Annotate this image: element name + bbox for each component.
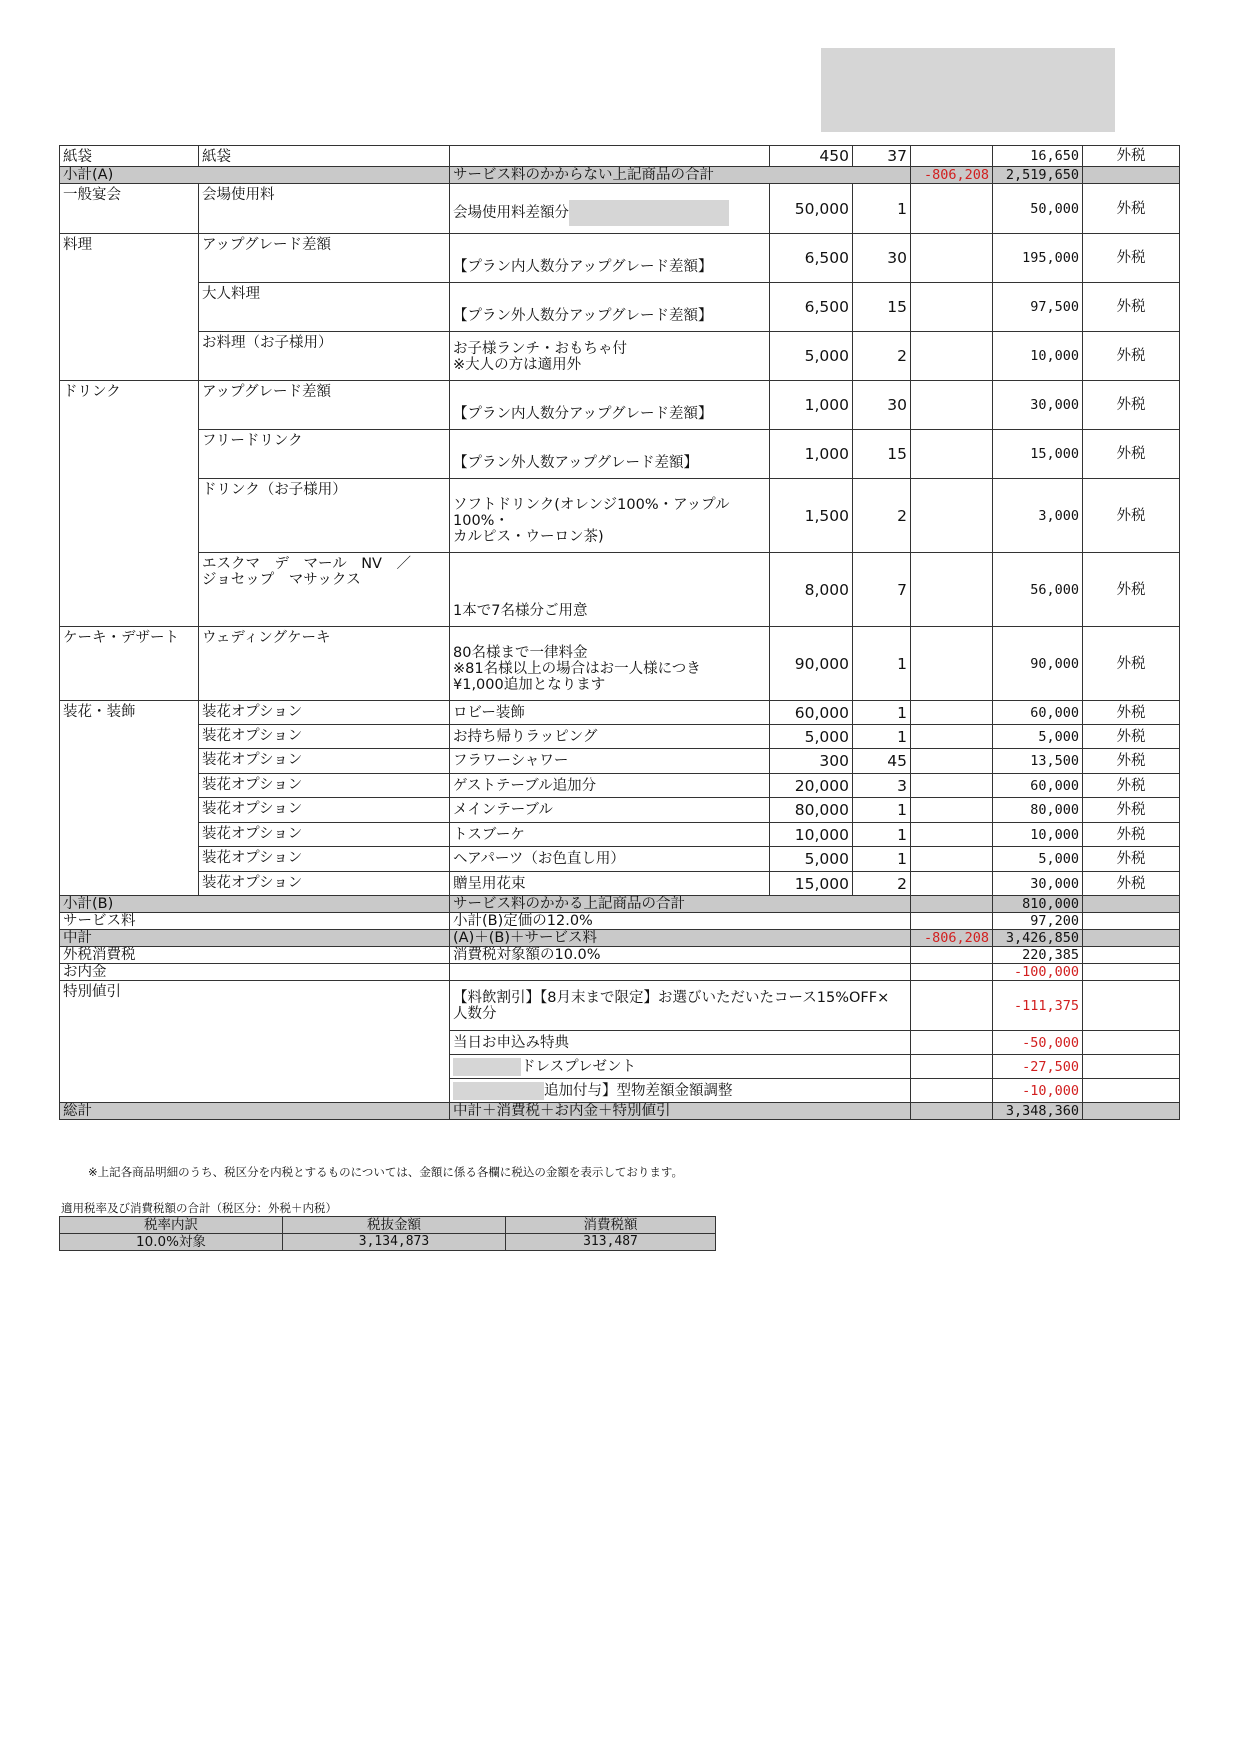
subtotal-row [60, 167, 1180, 184]
item-name-cell [199, 381, 450, 430]
text-line: 装花オプション [202, 826, 303, 842]
discount-cell [911, 1055, 993, 1079]
summary-description: 小計(B)定価の12.0% [450, 913, 911, 930]
amount-cell: 97,200 [993, 913, 1083, 930]
text-line: ゲストテーブル追加分 [453, 777, 597, 794]
item-name-cell [199, 798, 450, 823]
item-row [60, 283, 1180, 332]
tax-type-cell: 外税 [1083, 749, 1180, 774]
description-cell [450, 381, 770, 430]
item-name-cell [199, 701, 450, 725]
summary-label: 小計(A) [60, 167, 450, 184]
text-line: 【プラン外人数分アップグレード差額】 [453, 308, 713, 324]
text-line: フラワーシャワー [453, 753, 569, 769]
quantity-cell: 1 [853, 184, 911, 234]
amount-cell: 5,000 [993, 847, 1083, 872]
text-line: 人数分 [453, 1005, 497, 1022]
amount-cell: -100,000 [993, 964, 1083, 981]
item-name-cell [199, 234, 450, 283]
description-cell [450, 146, 770, 167]
quantity-cell: 3 [853, 774, 911, 798]
amount-cell: -50,000 [993, 1031, 1083, 1055]
quantity-cell: 45 [853, 749, 911, 774]
amount-cell: 97,500 [993, 283, 1083, 332]
discount-cell [911, 725, 993, 749]
item-name-cell [199, 332, 450, 381]
discount-cell [911, 283, 993, 332]
tax-type-cell [1083, 1031, 1180, 1055]
item-name-cell [199, 283, 450, 332]
unit-price-cell: 1,000 [770, 430, 853, 479]
amount-cell: 15,000 [993, 430, 1083, 479]
tax-summary-row [60, 1234, 716, 1251]
item-row [60, 725, 1180, 749]
amount-cell: -111,375 [993, 981, 1083, 1031]
unit-price-cell: 10,000 [770, 823, 853, 847]
unit-price-cell: 80,000 [770, 798, 853, 823]
summary-label: 小計(B) [60, 896, 450, 913]
item-row [60, 332, 1180, 381]
text-line: 会場使用料 [202, 187, 275, 203]
item-row [60, 872, 1180, 896]
unit-price-cell: 1,000 [770, 381, 853, 430]
tax-summary-title: 適用税率及び消費税額の合計（税区分：外税＋内税） [61, 1201, 337, 1215]
category-cell: ドリンク [60, 381, 199, 627]
amount-cell: 13,500 [993, 749, 1083, 774]
text-line: 装花オプション [202, 728, 303, 744]
quantity-cell: 1 [853, 823, 911, 847]
amount-cell: 3,348,360 [993, 1103, 1083, 1120]
text-line: 装花オプション [202, 777, 303, 793]
text-line: フリードリンク [202, 433, 303, 449]
item-name-cell [199, 553, 450, 627]
tax-header-cell: 消費税額 [506, 1217, 716, 1234]
text-line: 装花オプション [202, 801, 303, 817]
redacted-text [453, 1058, 521, 1076]
text-line: お持ち帰りラッピング [453, 728, 598, 745]
description-cell [450, 430, 770, 479]
tax-type-cell [1083, 930, 1180, 947]
amount-cell: 3,000 [993, 479, 1083, 553]
unit-price-cell: 6,500 [770, 234, 853, 283]
redacted-text [453, 1082, 544, 1100]
unit-price-cell: 6,500 [770, 283, 853, 332]
amount-cell: 810,000 [993, 896, 1083, 913]
discount-cell [911, 184, 993, 234]
subtotal-row [60, 1103, 1180, 1120]
tax-type-cell [1083, 964, 1180, 981]
tax-type-cell: 外税 [1083, 234, 1180, 283]
text-line: 【プラン内人数分アップグレード差額】 [453, 259, 713, 275]
text-line: メインテーブル [453, 802, 553, 818]
description-cell [450, 184, 770, 234]
text-line: ソフトドリンク(オレンジ100%・アップル100%・ [453, 497, 730, 529]
discount-cell [911, 847, 993, 872]
text-line: ウェディングケーキ [202, 630, 331, 646]
text-line: 装花オプション [202, 875, 303, 891]
amount-cell: 5,000 [993, 725, 1083, 749]
amount-cell: -27,500 [993, 1055, 1083, 1079]
amount-cell: 3,426,850 [993, 930, 1083, 947]
quantity-cell: 2 [853, 479, 911, 553]
amount-cell: 30,000 [993, 872, 1083, 896]
amount-cell: 220,385 [993, 947, 1083, 964]
footnote: ※上記各商品明細のうち、税区分を内税とするものについては、金額に係る各欄に税込の金額を表示しております。 [88, 1165, 683, 1179]
tax-header-cell: 税率内訳 [60, 1217, 283, 1234]
discount-cell [911, 749, 993, 774]
discount-cell [911, 823, 993, 847]
discount-cell [911, 479, 993, 553]
summary-row [60, 964, 1180, 981]
quantity-cell: 15 [853, 430, 911, 479]
item-row [60, 234, 1180, 283]
tax-type-cell [1083, 167, 1180, 184]
unit-price-cell: 50,000 [770, 184, 853, 234]
discount-row [60, 981, 1180, 1031]
discount-cell [911, 332, 993, 381]
item-row [60, 847, 1180, 872]
consumption-tax-cell: 313,487 [506, 1234, 716, 1251]
quantity-cell: 1 [853, 725, 911, 749]
tax-type-cell: 外税 [1083, 479, 1180, 553]
tax-type-cell: 外税 [1083, 627, 1180, 701]
tax-header-cell: 税抜金額 [283, 1217, 506, 1234]
item-name-cell [199, 479, 450, 553]
text-line: 追加付与】型物差額金額調整 [544, 1082, 733, 1099]
amount-cell: 50,000 [993, 184, 1083, 234]
description-cell [450, 553, 770, 627]
discount-cell [911, 896, 993, 913]
text-line: ドレスプレゼント [521, 1058, 636, 1075]
discount-cell: -806,208 [911, 167, 993, 184]
item-name-cell [199, 627, 450, 701]
description-cell [450, 234, 770, 283]
summary-label: サービス料 [60, 913, 450, 930]
discount-description [450, 1031, 911, 1055]
item-name-cell [199, 749, 450, 774]
summary-label: 外税消費税 [60, 947, 450, 964]
tax-type-cell: 外税 [1083, 725, 1180, 749]
tax-type-cell [1083, 981, 1180, 1031]
discount-description [450, 1079, 911, 1103]
description-cell [450, 823, 770, 847]
text-line: ※大人の方は適用外 [453, 357, 582, 373]
quantity-cell: 15 [853, 283, 911, 332]
category-cell: 一般宴会 [60, 184, 199, 234]
description-cell [450, 749, 770, 774]
tax-type-cell: 外税 [1083, 774, 1180, 798]
text-line: お子様ランチ・おもちゃ付 [453, 341, 627, 357]
unit-price-cell: 5,000 [770, 725, 853, 749]
text-line: 装花オプション [202, 704, 303, 720]
amount-cell: 16,650 [993, 146, 1083, 167]
text-line: お料理（お子様用） [202, 335, 333, 351]
tax-type-cell [1083, 947, 1180, 964]
summary-description: サービス料のかからない上記商品の合計 [450, 167, 911, 184]
discount-cell [911, 1031, 993, 1055]
tax-type-cell: 外税 [1083, 381, 1180, 430]
discount-cell [911, 1079, 993, 1103]
discount-cell [911, 981, 993, 1031]
discount-cell [911, 1103, 993, 1120]
discount-cell [911, 381, 993, 430]
summary-row [60, 913, 1180, 930]
discount-cell [911, 146, 993, 167]
item-name-cell [199, 823, 450, 847]
unit-price-cell: 450 [770, 146, 853, 167]
tax-type-cell: 外税 [1083, 146, 1180, 167]
amount-cell: 60,000 [993, 774, 1083, 798]
item-name-cell [199, 774, 450, 798]
category-cell: 装花・装飾 [60, 701, 199, 896]
tax-rate-cell: 10.0%対象 [60, 1234, 283, 1251]
amount-cell: 30,000 [993, 381, 1083, 430]
discount-cell [911, 627, 993, 701]
summary-description: 中計＋消費税＋お内金＋特別値引 [450, 1103, 911, 1120]
unit-price-cell: 300 [770, 749, 853, 774]
item-name-cell [199, 146, 450, 167]
text-line: 装花オプション [202, 850, 303, 866]
description-cell [450, 847, 770, 872]
quantity-cell: 37 [853, 146, 911, 167]
amount-cell: -10,000 [993, 1079, 1083, 1103]
item-name-cell [199, 872, 450, 896]
discount-description [450, 981, 911, 1031]
summary-description [450, 964, 911, 981]
tax-type-cell [1083, 1055, 1180, 1079]
item-row [60, 184, 1180, 234]
special-discount-label: 特別値引 [60, 981, 450, 1103]
item-name-cell [199, 725, 450, 749]
tax-type-cell: 外税 [1083, 872, 1180, 896]
text-line: 【プラン外人数アップグレード差額】 [453, 455, 699, 471]
discount-cell [911, 701, 993, 725]
tax-type-cell: 外税 [1083, 701, 1180, 725]
summary-description: (A)＋(B)＋サービス料 [450, 930, 911, 947]
tax-type-cell: 外税 [1083, 553, 1180, 627]
amount-cell: 10,000 [993, 332, 1083, 381]
item-row [60, 146, 1180, 167]
category-cell: 紙袋 [60, 146, 199, 167]
quantity-cell: 1 [853, 798, 911, 823]
tax-type-cell: 外税 [1083, 430, 1180, 479]
text-line: 【プラン内人数分アップグレード差額】 [453, 406, 713, 422]
amount-cell: 80,000 [993, 798, 1083, 823]
summary-label: 総計 [60, 1103, 450, 1120]
description-cell [450, 283, 770, 332]
quantity-cell: 30 [853, 381, 911, 430]
discount-cell [911, 964, 993, 981]
text-line: カルピス・ウーロン茶) [453, 529, 604, 545]
description-cell [450, 774, 770, 798]
unit-price-cell: 20,000 [770, 774, 853, 798]
tax-excluded-amount-cell: 3,134,873 [283, 1234, 506, 1251]
item-row [60, 823, 1180, 847]
quantity-cell: 30 [853, 234, 911, 283]
amount-cell: 2,519,650 [993, 167, 1083, 184]
discount-cell: -806,208 [911, 930, 993, 947]
text-line: 1本で7名様分ご用意 [453, 603, 588, 619]
summary-description: 消費税対象額の10.0% [450, 947, 911, 964]
discount-cell [911, 774, 993, 798]
text-line: 会場使用料差額分 [453, 205, 569, 221]
category-cell: 料理 [60, 234, 199, 381]
description-cell [450, 798, 770, 823]
discount-cell [911, 553, 993, 627]
summary-label: 中計 [60, 930, 450, 947]
text-line: 装花オプション [202, 752, 303, 768]
item-name-cell [199, 430, 450, 479]
text-line: 贈呈用花束 [453, 875, 526, 892]
text-line: ジョセップ マサックス [202, 572, 361, 588]
amount-cell: 90,000 [993, 627, 1083, 701]
tax-type-cell [1083, 913, 1180, 930]
text-line: 大人料理 [202, 286, 260, 302]
text-line: アップグレード差額 [202, 384, 332, 400]
quantity-cell: 1 [853, 701, 911, 725]
discount-cell [911, 913, 993, 930]
summary-label: お内金 [60, 964, 450, 981]
description-cell [450, 872, 770, 896]
tax-type-cell: 外税 [1083, 332, 1180, 381]
quantity-cell: 1 [853, 847, 911, 872]
item-row [60, 553, 1180, 627]
tax-type-cell: 外税 [1083, 823, 1180, 847]
tax-type-cell [1083, 1079, 1180, 1103]
tax-type-cell [1083, 1103, 1180, 1120]
tax-summary-table [59, 1216, 716, 1251]
description-cell [450, 627, 770, 701]
subtotal-row [60, 930, 1180, 947]
discount-cell [911, 430, 993, 479]
redacted-block [821, 48, 1115, 132]
discount-cell [911, 234, 993, 283]
item-row [60, 749, 1180, 774]
text-line: 紙袋 [202, 149, 231, 165]
quantity-cell: 7 [853, 553, 911, 627]
quantity-cell: 2 [853, 332, 911, 381]
category-cell: ケーキ・デザート [60, 627, 199, 701]
text-line: ロビー装飾 [453, 704, 525, 721]
text-line: エスクマ デ マール NV ／ [202, 556, 411, 572]
item-row [60, 430, 1180, 479]
discount-cell [911, 872, 993, 896]
item-row [60, 774, 1180, 798]
item-row [60, 701, 1180, 725]
unit-price-cell: 1,500 [770, 479, 853, 553]
item-name-cell [199, 184, 450, 234]
text-line: 80名様まで一律料金 [453, 645, 588, 661]
item-row [60, 479, 1180, 553]
tax-type-cell: 外税 [1083, 283, 1180, 332]
summary-row [60, 947, 1180, 964]
tax-summary-header-row [60, 1217, 716, 1234]
discount-cell [911, 798, 993, 823]
unit-price-cell: 15,000 [770, 872, 853, 896]
amount-cell: 10,000 [993, 823, 1083, 847]
subtotal-row [60, 896, 1180, 913]
item-row [60, 381, 1180, 430]
tax-type-cell: 外税 [1083, 184, 1180, 234]
discount-cell [911, 947, 993, 964]
item-row [60, 627, 1180, 701]
description-cell [450, 479, 770, 553]
item-row [60, 798, 1180, 823]
amount-cell: 195,000 [993, 234, 1083, 283]
tax-type-cell: 外税 [1083, 847, 1180, 872]
discount-description [450, 1055, 911, 1079]
unit-price-cell: 60,000 [770, 701, 853, 725]
text-line: ドリンク（お子様用） [202, 482, 347, 498]
quantity-cell: 1 [853, 627, 911, 701]
summary-description: サービス料のかかる上記商品の合計 [450, 896, 911, 913]
text-line: ヘアパーツ（お色直し用） [453, 851, 625, 867]
description-cell [450, 701, 770, 725]
text-line: アップグレード差額 [202, 237, 332, 253]
text-line: ※81名様以上の場合はお一人様につき [453, 661, 701, 677]
item-name-cell [199, 847, 450, 872]
unit-price-cell: 5,000 [770, 332, 853, 381]
text-line: 当日お申込み特典 [453, 1034, 569, 1051]
description-cell [450, 725, 770, 749]
invoice-table [59, 145, 1180, 1120]
unit-price-cell: 5,000 [770, 847, 853, 872]
unit-price-cell: 8,000 [770, 553, 853, 627]
text-line: ¥1,000追加となります [453, 677, 606, 693]
amount-cell: 60,000 [993, 701, 1083, 725]
description-cell [450, 332, 770, 381]
quantity-cell: 2 [853, 872, 911, 896]
text-line: トスブーケ [453, 826, 525, 843]
unit-price-cell: 90,000 [770, 627, 853, 701]
amount-cell: 56,000 [993, 553, 1083, 627]
tax-type-cell [1083, 896, 1180, 913]
tax-type-cell: 外税 [1083, 798, 1180, 823]
text-line: 【料飲割引】【8月末まで限定】お選びいただいたコース15%OFF× [453, 989, 890, 1006]
redacted-text [569, 200, 729, 226]
